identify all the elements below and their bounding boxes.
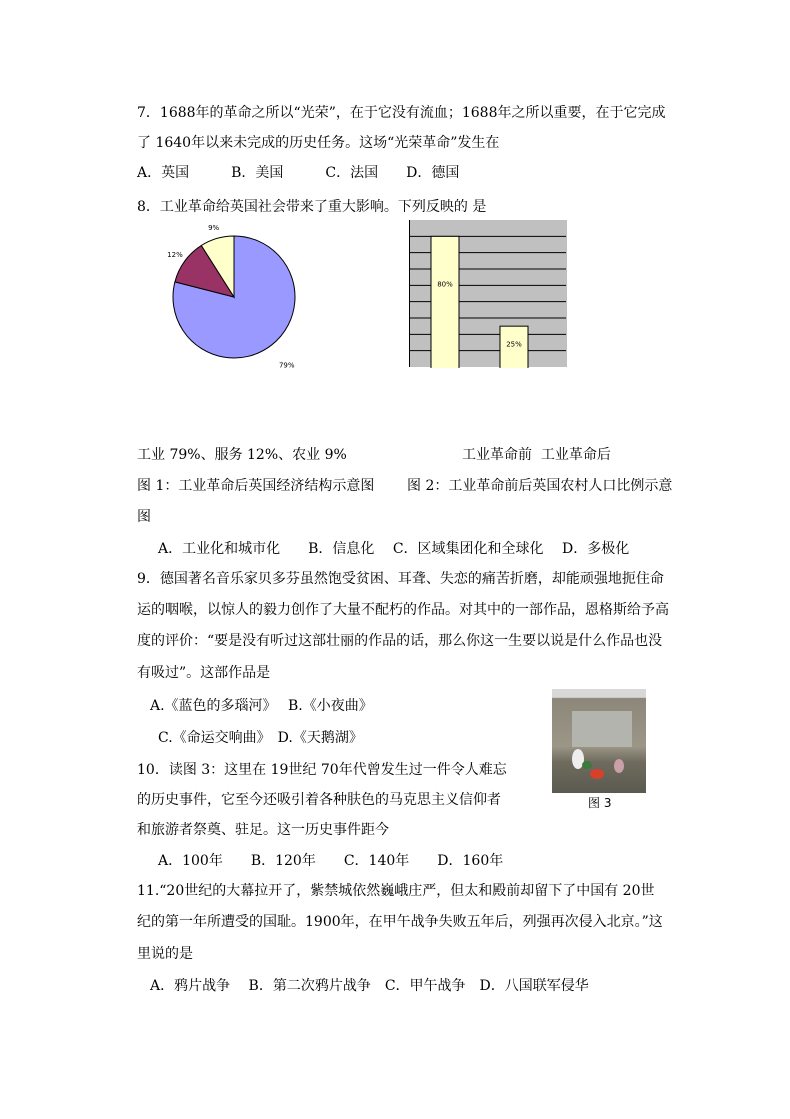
- q11-line2: 纪的第一年所遭受的国耻。1900年，在甲午战争失败五年后，列强再次侵入北京。”这: [137, 914, 663, 930]
- q9-line1: 9．德国著名音乐家贝多芬虽然饱受贫困、耳聋、失恋的痛苦折磨，却能顽强地扼住命: [137, 571, 664, 587]
- flowers: [614, 759, 624, 773]
- flowers: [582, 761, 592, 769]
- memorial-plaque: [572, 711, 632, 747]
- q7-line1: 7．1688年的革命之所以“光荣”，在于它没有流血；1688年之所以重要，在于它完成: [137, 105, 666, 121]
- figure3-caption: 图 3: [588, 796, 612, 810]
- bar-data-label: 25%: [506, 340, 522, 349]
- q8-options: A．工业化和城市化 B．信息化 C．区域集团化和全球化 D．多极化: [158, 541, 630, 557]
- figure1-caption: 图 1：工业革命后英国经济结构示意图: [137, 478, 375, 494]
- q8-stem: 8．工业革命给英国社会带来了重大影响。下列反映的 是: [137, 199, 487, 215]
- bar-工业革命前: [431, 236, 459, 368]
- q10-line1: 10．读图 3：这里在 19世纪 70年代曾发生过一件令人难忘: [137, 762, 507, 778]
- q7-line2: 了 1640年以来未完成的历史任务。这场“光荣革命”发生在: [137, 135, 500, 151]
- q11-options: A．鸦片战争 B．第二次鸦片战争 C．甲午战争 D．八国联军侵华: [150, 978, 589, 994]
- pie-caption: 工业 79%、服务 12%、农业 9%: [137, 447, 347, 463]
- figure2-caption-cont: 图: [137, 509, 151, 525]
- bar-caption: 工业革命前 工业革命后: [462, 447, 611, 463]
- flowers: [590, 769, 604, 779]
- q9-options-cd: C.《命运交响曲》 D.《天鹅湖》: [158, 730, 363, 746]
- q9-line4: 有吸过”。这部作品是: [137, 665, 271, 681]
- q7-options: A．英国 B．美国 C．法国 D．德国: [137, 165, 460, 181]
- q9-line2: 运的咽喉，以惊人的毅力创作了大量不配朽的作品。对其中的一部作品，恩格斯给予高: [137, 602, 669, 618]
- bar-data-label: 80%: [437, 280, 453, 289]
- pie-data-label: 79%: [278, 361, 295, 370]
- q11-line3: 里说的是: [137, 946, 193, 962]
- pie-data-label: 12%: [167, 251, 183, 260]
- q9-line3: 度的评价：“要是没有听过这部壮丽的作品的话，那么你这一生要以说是什么作品也没: [137, 633, 663, 649]
- q10-options: A．100年 B．120年 C．140年 D．160年: [158, 853, 504, 869]
- q9-options-ab: A.《蓝色的多瑙河》 B.《小夜曲》: [150, 698, 373, 714]
- q10-line3: 和旅游者祭奠、驻足。这一历史事件距今: [137, 822, 389, 838]
- q10-line2: 的历史事件，它至今还吸引着各种肤色的马克思主义信仰者: [137, 792, 501, 808]
- pie-data-label: 9%: [208, 223, 220, 232]
- q11-line1: 11.“20世纪的大幕拉开了，紫禁城依然巍峨庄严，但太和殿前却留下了中国有 20世: [137, 883, 655, 899]
- pie-chart: [160, 222, 310, 372]
- figure2-caption: 图 2：工业革命前后英国农村人口比例示意: [407, 478, 673, 494]
- figure3-photo: [552, 689, 646, 793]
- bar-chart: [408, 220, 568, 368]
